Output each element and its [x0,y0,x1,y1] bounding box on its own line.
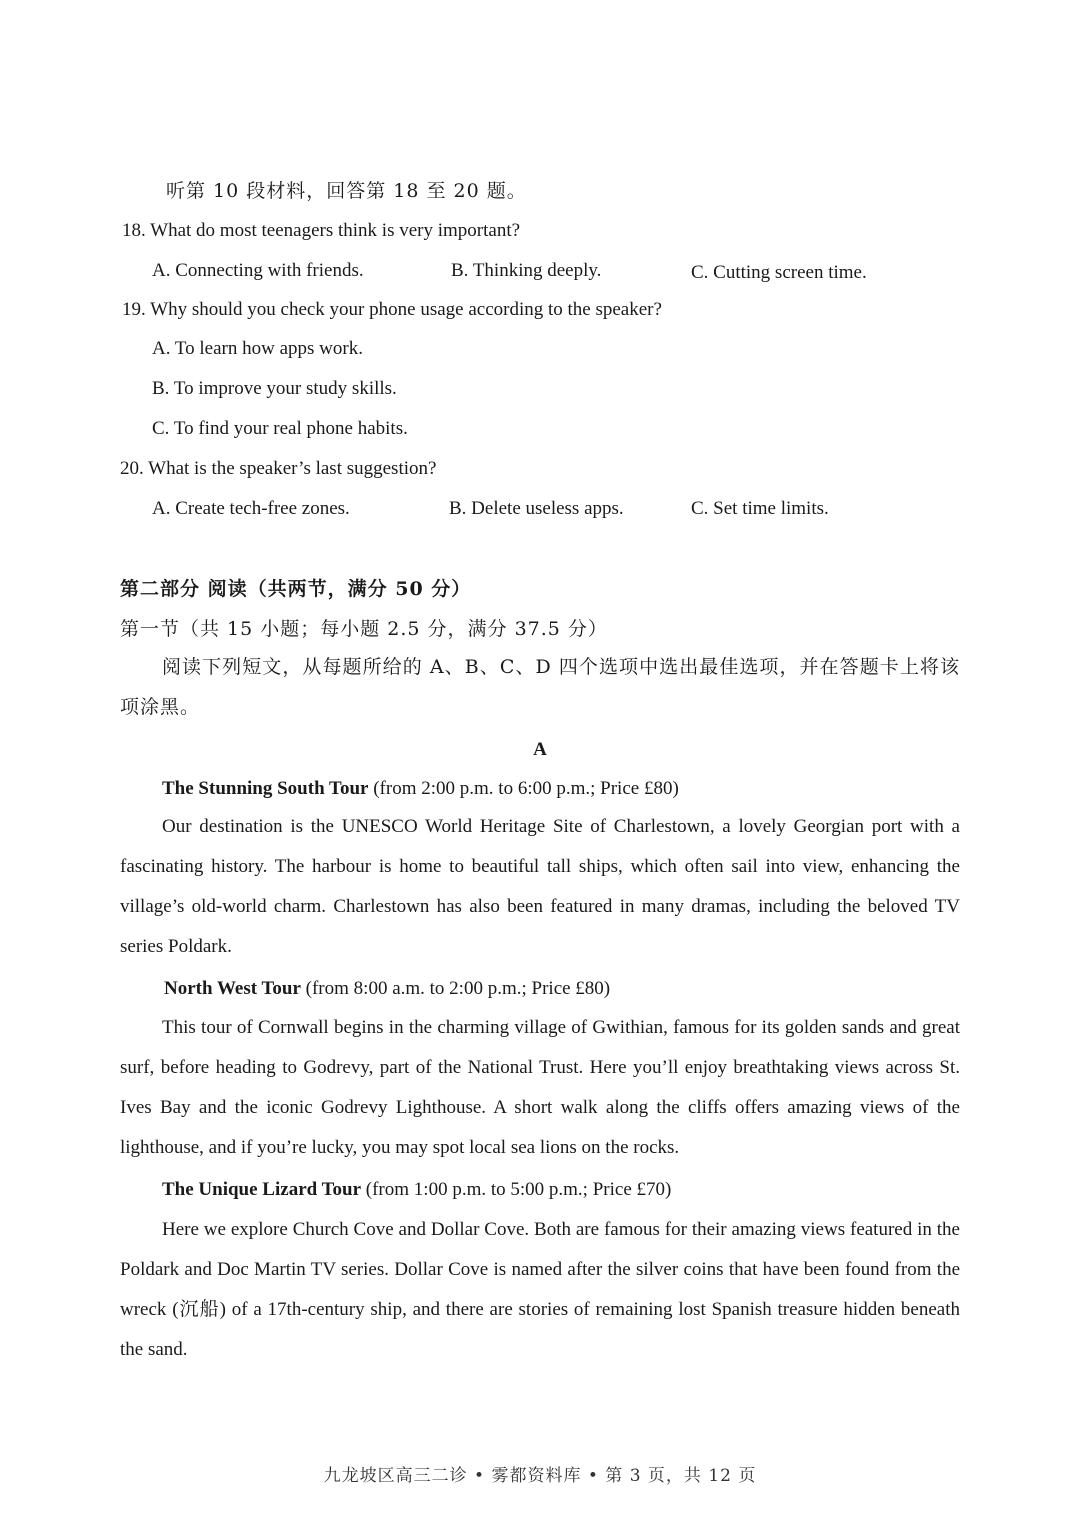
question-19-option-c: C. To find your real phone habits. [152,418,408,439]
tour-description: Our destination is the UNESCO World Heritage Site of Charlestown, a lovely Georgian port with a fascinating history. The harbour is home to beautiful tall ships, which often sail into view, enhancing the village’s old-world charm. Charlestown has also been featured in many dramas, including the beloved TV series Poldark. [120,816,960,957]
tour-heading [162,776,679,802]
tour-name: The Stunning South Tour [162,778,369,799]
page-footer: 九龙坡区高三二诊 • 雾都资料库 • 第 3 页，共 12 页 [323,1466,757,1486]
question-18-option-c: C. Cutting screen time. [691,262,867,283]
question-19-option-a: A. To learn how apps work. [152,338,363,359]
tour-description: Here we explore Church Cove and Dollar Cove. Both are famous for their amazing views featured in the Poldark and Doc Martin TV series. Dollar Cove is named after the silver coins that have been found from the wreck (沉船) of a 17th-century ship, and there are stories of remaining lost Spanish treasure hidden beneath the sand. [120,1219,960,1360]
question-20-option-c: C. Set time limits. [691,498,829,519]
question-20-stem: 20. What is the speaker’s last suggestion? [120,458,437,479]
tour-details: (from 1:00 p.m. to 5:00 p.m.; Price £70) [361,1179,672,1200]
listening-instruction: 听第 10 段材料，回答第 18 至 20 题。 [166,180,527,202]
tour-name: North West Tour [164,978,301,999]
question-18-stem: 18. What do most teenagers think is very important? [122,220,521,241]
tour-description: This tour of Cornwall begins in the charming village of Gwithian, famous for its golden sands and great surf, before heading to Godrevy, part of the National Trust. Here you’ll enjoy breathtaking views across St. Ives Bay and the iconic Godrevy Lighthouse. A short walk along the cliffs offers amazing views of the lighthouse, and if you’re lucky, you may spot local sea lions on the rocks. [120,1017,960,1158]
part-title: 第二部分 阅读（共两节，满分 50 分） [120,578,472,600]
tour-heading [164,976,610,1002]
tour-heading [162,1177,671,1203]
reading-directions: 阅读下列短文，从每题所给的 A、B、C、D 四个选项中选出最佳选项，并在答题卡上将该项涂黑。 [120,656,960,718]
question-18-option-b: B. Thinking deeply. [451,260,602,281]
tour-details: (from 8:00 a.m. to 2:00 p.m.; Price £80) [300,978,611,999]
question-20-option-b: B. Delete useless apps. [449,498,624,519]
question-19-stem: 19. Why should you check your phone usage according to the speaker? [122,299,662,320]
question-19-option-b: B. To improve your study skills. [152,378,397,399]
section-title: 第一节（共 15 小题；每小题 2.5 分，满分 37.5 分） [120,618,608,640]
passage-label: A [533,739,547,760]
question-18-option-a: A. Connecting with friends. [152,260,364,281]
tour-name: The Unique Lizard Tour [162,1179,362,1200]
question-20-option-a: A. Create tech-free zones. [152,498,350,519]
tour-details: (from 2:00 p.m. to 6:00 p.m.; Price £80) [368,778,679,799]
